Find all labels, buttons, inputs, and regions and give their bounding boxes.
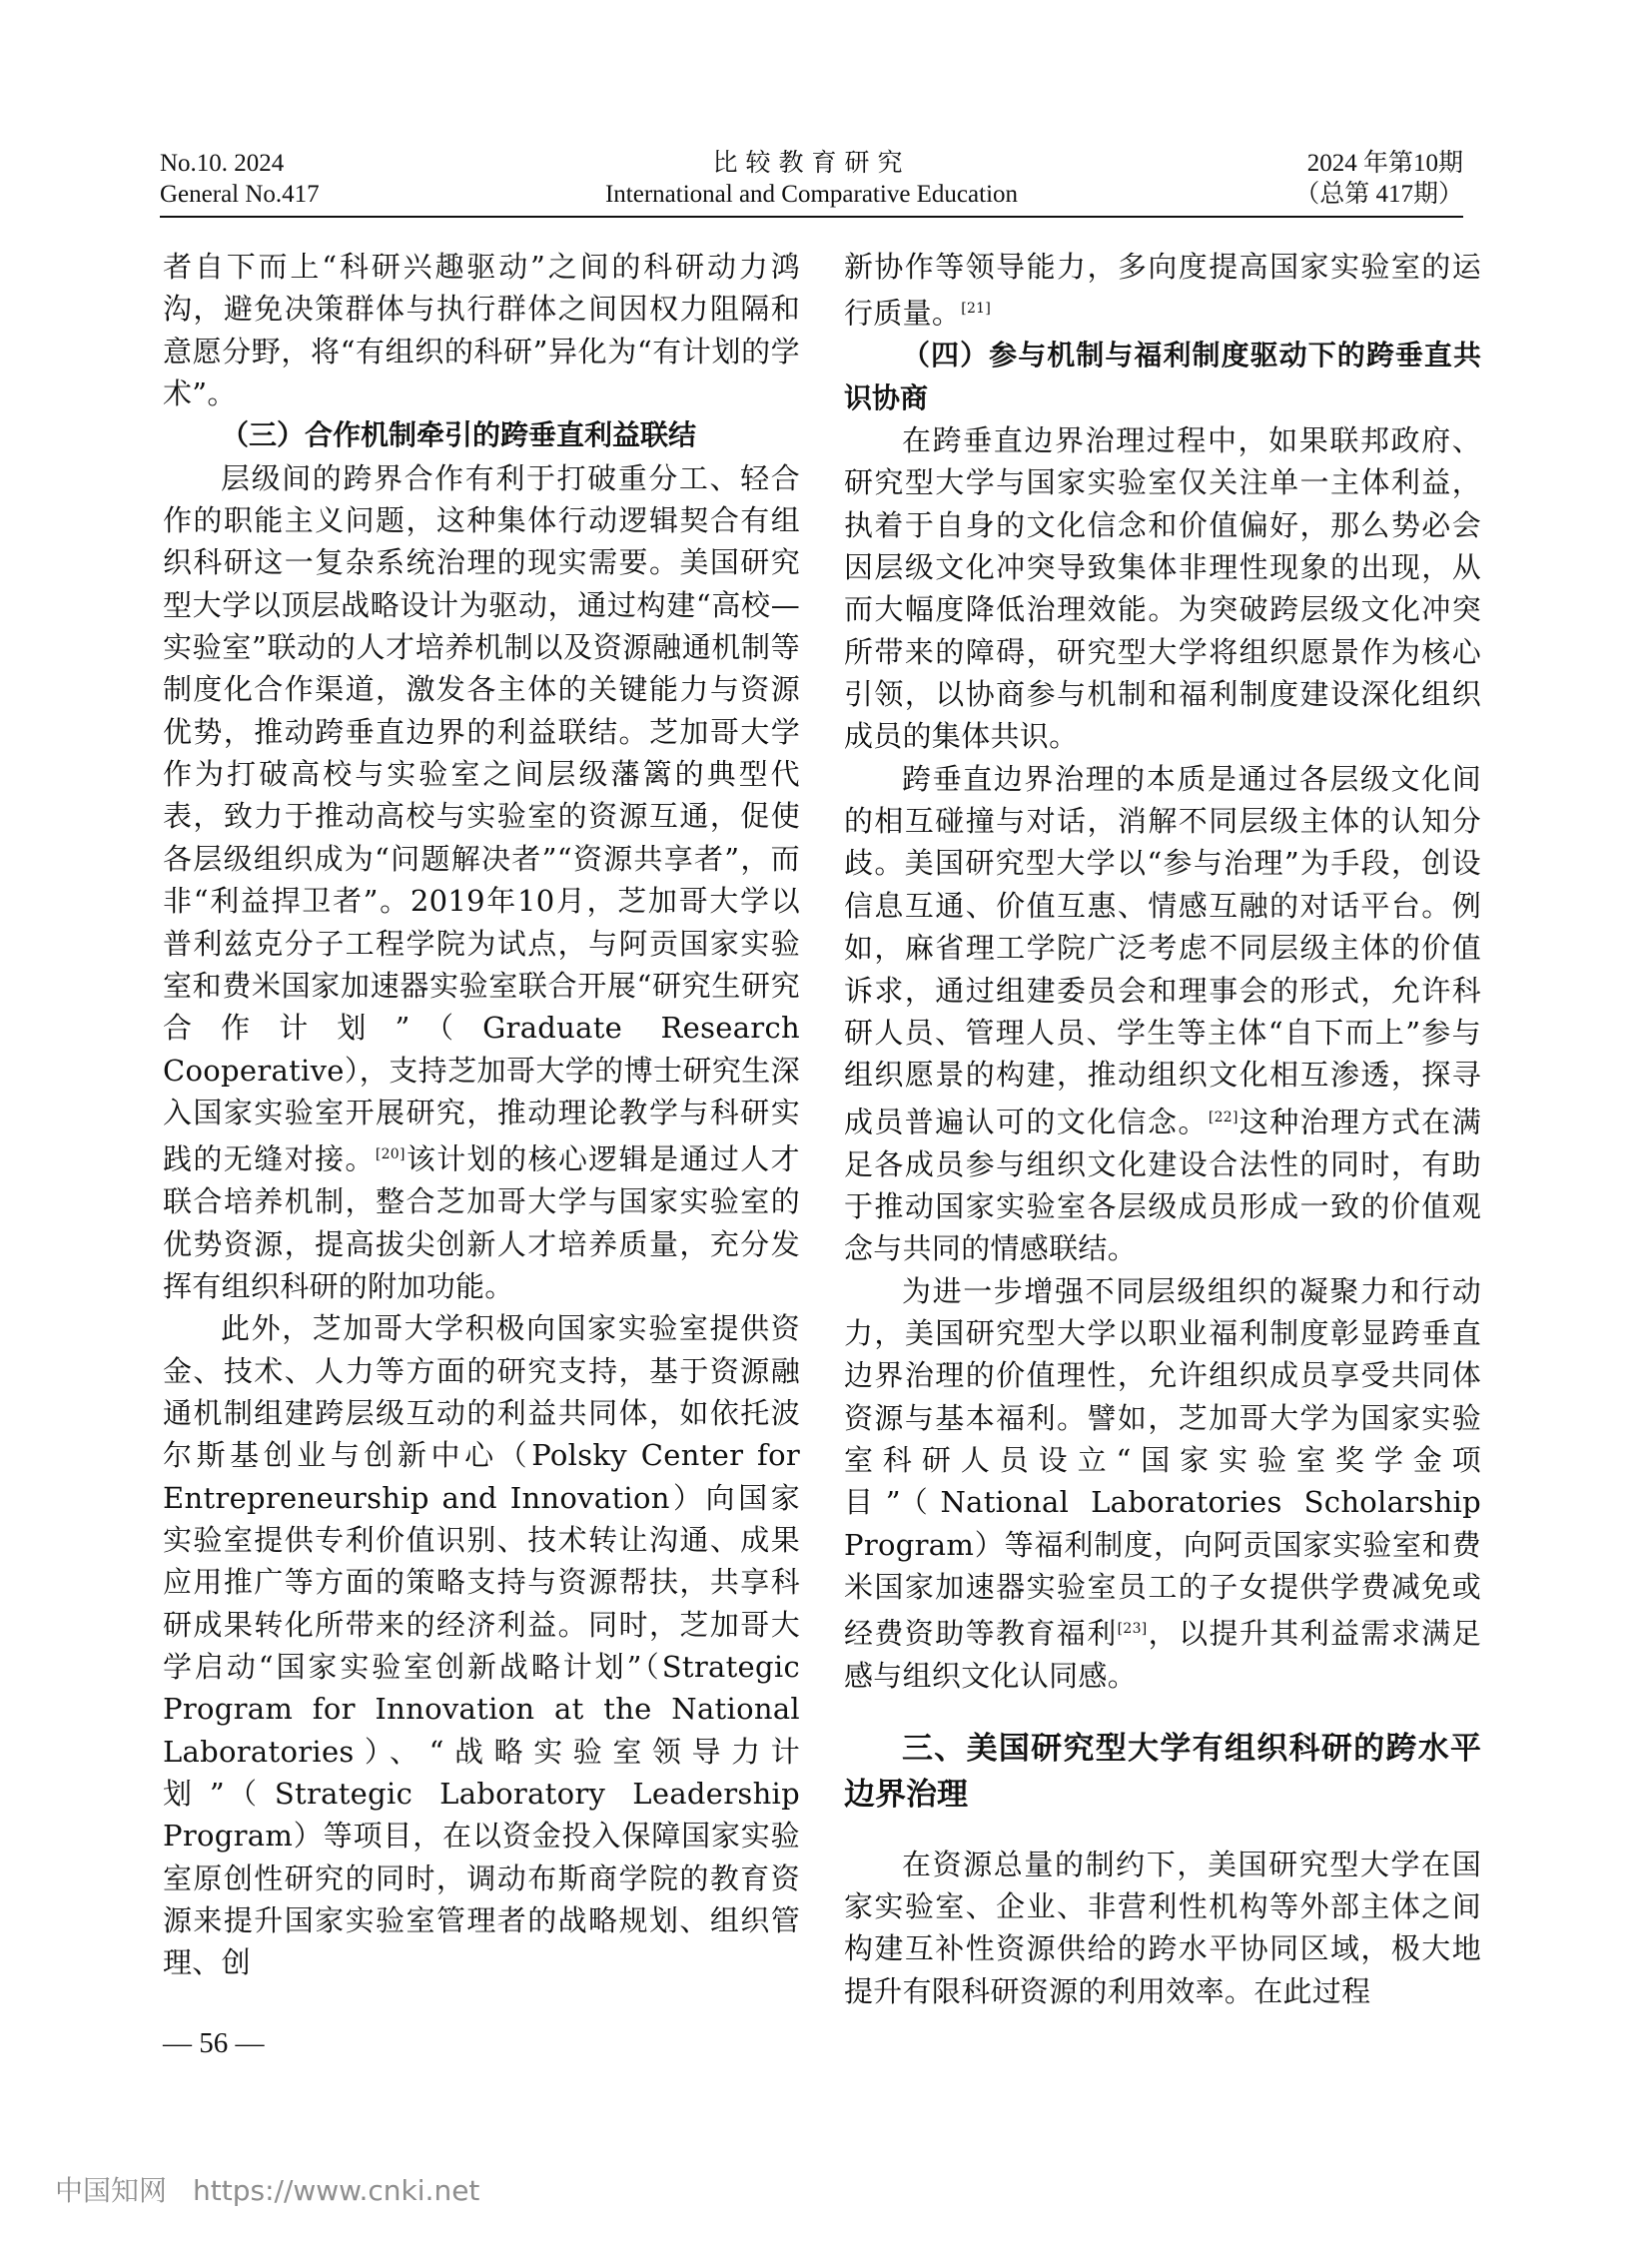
general-number: General No.417 <box>160 181 320 208</box>
journal-title <box>160 148 1463 210</box>
paragraph <box>844 246 1481 335</box>
paragraph-text: 为进一步增强不同层级组织的凝聚力和行动力，美国研究型大学以职业福利制度彰显跨垂直边界治理的价值理性，允许组织成员享受共同体资源与基本福利。譬如，芝加哥大学为国家实验室科研人员设立“国家实验室奖学金项目”（National Laboratories Scholarship Program）等福利制度，向阿贡国家实验室和费米国家加速器实验室员工的子女提供学费减免或经费资助等教育福利 <box>844 1273 1481 1651</box>
paragraph-text: 该计划的核心逻辑是通过人才联合培养机制，整合芝加哥大学与国家实验室的优势资源，提高拔尖创新人才培养质量，充分发挥有组织科研的附加功能。 <box>163 1141 800 1303</box>
paragraph-text: 跨垂直边界治理的本质是通过各层级文化间的相互碰撞与对话，消解不同层级主体的认知分歧。美国研究型大学以“参与治理”为手段，创设信息互通、价值互惠、情感互融的对话平台。例如，麻省理工学院广泛考虑不同层级主体的价值诉求，通过组建委员会和理事会的形式，允许科研人员、管理人员、学生等主体“自下而上”参与组织愿景的构建，推动组织文化相互渗透，探寻成员普遍认可的文化信念。 <box>844 761 1481 1139</box>
journal-issue-cn <box>1294 148 1463 210</box>
journal-title-cn: 比较教育研究 <box>712 150 911 177</box>
subheading: （四）参与机制与福利制度驱动下的跨垂直共识协商 <box>844 339 1481 414</box>
citation-ref[interactable]: [22] <box>1208 1109 1239 1125</box>
general-number-cn: （总第 417期） <box>1294 181 1463 208</box>
paragraph-text: ，以提升其利益需求满足感与组织文化认同感。 <box>844 1616 1481 1694</box>
paragraph: 者自下而上“科研兴趣驱动”之间的科研动力鸿沟，避免决策群体与执行群体之间因权力阻隔和意愿分野，将“有组织的科研”异化为“有计划的学术”。 <box>163 250 800 411</box>
citation-ref[interactable]: [21] <box>961 301 992 318</box>
paragraph: 此外，芝加哥大学积极向国家实验室提供资金、技术、人力等方面的研究支持，基于资源融通机制组建跨层级互动的利益共同体，如依托波尔斯基创业与创新中心（Polsky Center for Entrepreneurship and Innovation）向国家实验室提供专利价值识别、技术转让沟通、成果应用推广等方面的策略支持与资源帮扶，共享科研成果转化所带来的经济利益。同时，芝加哥大学启动“国家实验室创新战略计划”（Strategic Program for Innovation at the National Laboratories）、“战略实验室领导力计划”（Strategic Laboratory Leadership Program）等项目，在以资金投入保障国家实验室原创性研究的同时，调动布斯商学院的教育资源来提升国家实验室管理者的战略规划、组织管理、创 <box>163 1311 800 1980</box>
paragraph <box>844 758 1481 1270</box>
cnki-watermark <box>55 2169 479 2209</box>
cnki-url[interactable]: https://www.cnki.net <box>193 2174 480 2207</box>
subheading: （三）合作机制牵引的跨垂直利益联结 <box>221 418 697 452</box>
issue-year-cn: 2024 年第10期 <box>1306 150 1463 177</box>
paragraph <box>844 1270 1481 1698</box>
cnki-logo: 中国知网 <box>55 2174 168 2207</box>
page-number: — 56 — <box>163 2027 265 2059</box>
section-heading: 三、美国研究型大学有组织科研的跨水平边界治理 <box>844 1730 1481 1813</box>
paragraph-text: 层级间的跨界合作有利于打破重分工、轻合作的职能主义问题，这种集体行动逻辑契合有组织科研这一复杂系统治理的现实需要。美国研究型大学以顶层战略设计为驱动，通过构建“高校—实验室”联动的人才培养机制以及资源融通机制等制度化合作渠道，激发各主体的关键能力与资源优势，推动跨垂直边界的利益联结。芝加哥大学作为打破高校与实验室之间层级藩篱的典型代表，致力于推动高校与实验室的资源互通，促使各层级组织成为“问题解决者”“资源共享者”，而非“利益捍卫者”。2019年10月，芝加哥大学以普利兹克分子工程学院为试点，与阿贡国家实验室和费米国家加速器实验室联合开展“研究生研究合作计划”（Graduate Research Cooperative），支持芝加哥大学的博士研究生深入国家实验室开展研究，推动理论教学与科研实践的无缝对接。 <box>163 460 800 1176</box>
citation-ref[interactable]: [20] <box>375 1146 406 1163</box>
journal-title-en: International and Comparative Education <box>604 181 1019 208</box>
page-header <box>160 148 1463 214</box>
paragraph: 在跨垂直边界治理过程中，如果联邦政府、研究型大学与国家实验室仅关注单一主体利益，执着于自身的文化信念和价值偏好，那么势必会因层级文化冲突导致集体非理性现象的出现，从而大幅度降低治理效能。为突破跨层级文化冲突所带来的障碍，研究型大学将组织愿景作为核心引领，以协商参与机制和福利制度建设深化组织成员的集体共识。 <box>844 423 1481 754</box>
paragraph-text: 新协作等领导能力，多向度提高国家实验室的运行质量。 <box>844 250 1481 331</box>
left-column <box>163 246 800 1984</box>
issue-number: No.10. 2024 <box>160 150 285 177</box>
header-rule <box>160 216 1463 218</box>
citation-ref[interactable]: [23] <box>1117 1621 1148 1638</box>
paragraph: 在资源总量的制约下，美国研究型大学在国家实验室、企业、非营利性机构等外部主体之间构建互补性资源供给的跨水平协同区域，极大地提升有限科研资源的利用效率。在此过程 <box>844 1847 1481 2008</box>
right-column <box>844 246 1481 2012</box>
paragraph <box>163 457 800 1308</box>
paragraph-text: 这种治理方式在满足各成员参与组织文化建设合法性的同时，有助于推动国家实验室各层级成员形成一致的价值观念与共同的情感联结。 <box>844 1105 1481 1266</box>
